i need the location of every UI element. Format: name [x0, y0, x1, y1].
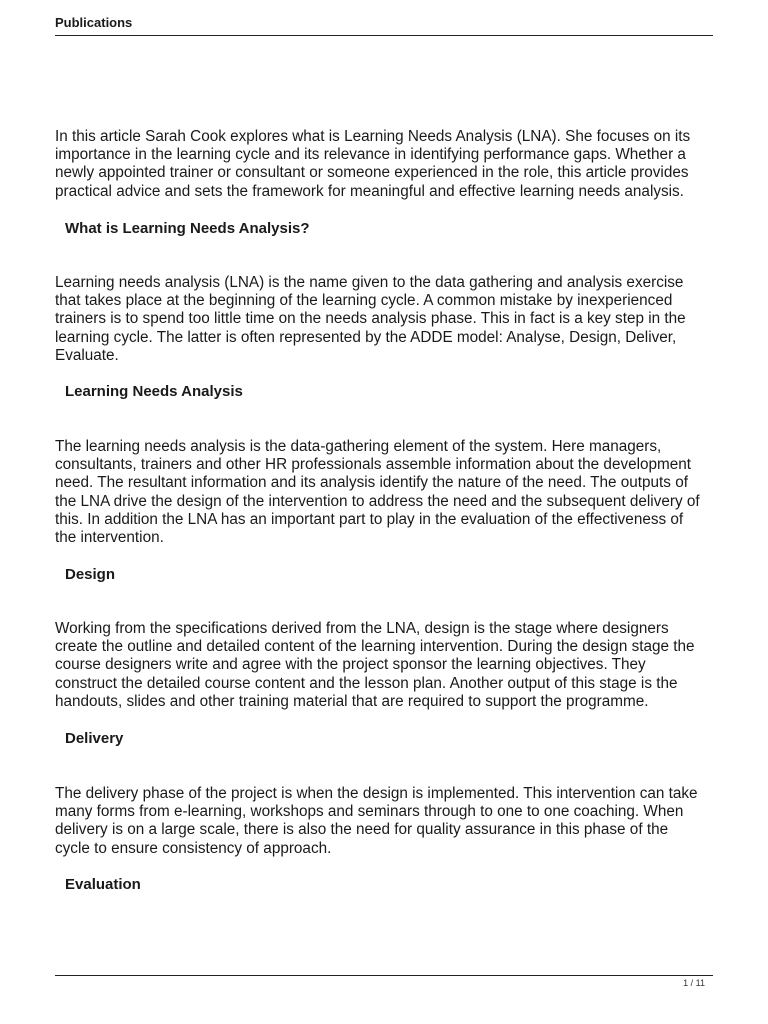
paragraph-line: delivery is on a large scale, there is also the need for quality assurance in this phase of the	[55, 821, 669, 839]
paragraph-line: consultants, trainers and other HR professionals assemble information about the development	[55, 456, 692, 474]
paragraph-line: handouts, slides and other training material that are required to support the programme.	[55, 692, 649, 710]
section-paragraph-learning-needs-analysis	[55, 438, 717, 547]
section-heading-evaluation: Evaluation	[65, 876, 141, 893]
paragraph-line: trainers is to spend too little time on the needs analysis phase. This in fact is a key step in the	[55, 310, 686, 328]
paragraph-line: Evaluate.	[55, 346, 119, 364]
paragraph-line: Learning needs analysis (LNA) is the name given to the data gathering and analysis exercise	[55, 274, 684, 291]
paragraph-line: practical advice and sets the framework for meaningful and effective learning needs analysis.	[55, 182, 684, 200]
section-heading-delivery: Delivery	[65, 730, 124, 747]
footer-rule	[55, 975, 713, 976]
intro-paragraph	[55, 128, 717, 201]
paragraph-line: that takes place at the beginning of the learning cycle. A common mistake by inexperienced	[55, 292, 673, 310]
section-heading-learning-needs-analysis: Learning Needs Analysis	[65, 383, 243, 400]
paragraph-line: construct the detailed course content and the lesson plan. Another output of this stage is the	[55, 674, 678, 692]
section-paragraph-design	[55, 620, 717, 711]
header-rule	[55, 35, 713, 36]
paragraph-line: importance in the learning cycle and its relevance in identifying performance gaps. Whether a	[55, 146, 686, 164]
paragraph-line: The learning needs analysis is the data-gathering element of the system. Here managers,	[55, 438, 662, 455]
paragraph-line: learning cycle. The latter is often represented by the ADDE model: Analyse, Design, Deliver,	[55, 328, 677, 346]
paragraph-line: create the outline and detailed content of the learning intervention. During the design stage the	[55, 638, 695, 656]
paragraph-line: Working from the specifications derived from the LNA, design is the stage where designers	[55, 620, 669, 637]
paragraph-line: this. In addition the LNA has an important part to play in the evaluation of the effectiveness of	[55, 510, 684, 528]
paragraph-line: cycle to ensure consistency of approach.	[55, 839, 332, 857]
paragraph-line: newly appointed trainer or consultant or someone experienced in the role, this article provides	[55, 164, 689, 182]
paragraph-line: In this article Sarah Cook explores what is Learning Needs Analysis (LNA). She focuses on its	[55, 128, 691, 145]
publication-header-title: Publications	[55, 15, 133, 30]
paragraph-line: the intervention.	[55, 529, 164, 547]
section-paragraph-delivery	[55, 785, 717, 858]
section-heading-design: Design	[65, 566, 116, 583]
page-number: 1 / 11	[683, 978, 705, 988]
paragraph-line: course designers write and agree with the project sponsor the learning objectives. They	[55, 656, 646, 674]
section-paragraph-what-is-lna	[55, 274, 717, 365]
paragraph-line: the LNA drive the design of the intervention to address the need and the subsequent delivery of	[55, 492, 700, 510]
paragraph-line: many forms from e-learning, workshops and seminars through to one to one coaching. When	[55, 803, 684, 821]
paragraph-line: need. The resultant information and its analysis identify the nature of the need. The outputs of	[55, 474, 688, 492]
paragraph-line: The delivery phase of the project is when the design is implemented. This intervention can take	[55, 785, 698, 802]
section-heading-what-is-lna: What is Learning Needs Analysis?	[65, 220, 310, 237]
